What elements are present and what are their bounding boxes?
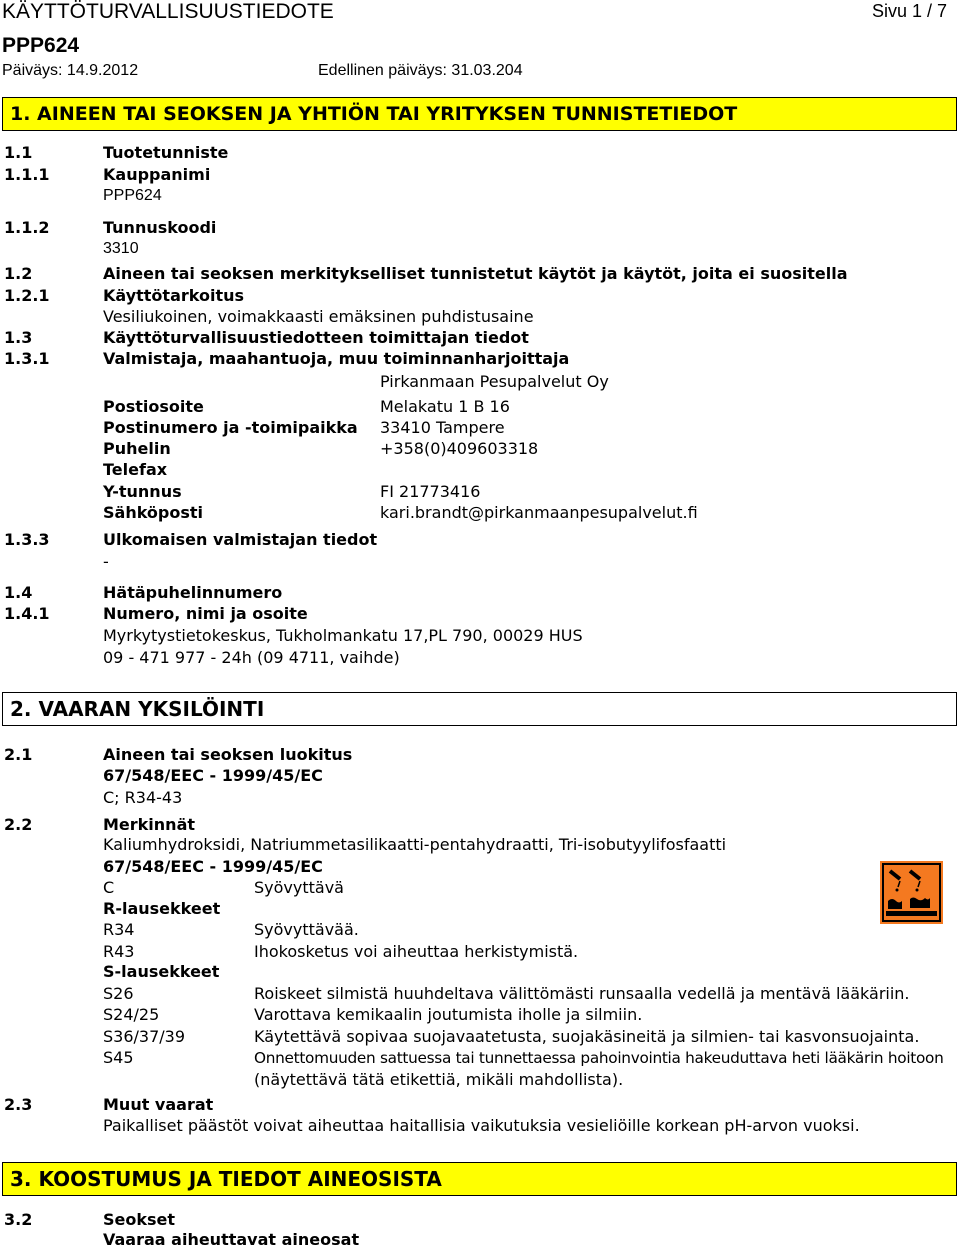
section-2-bar — [2, 692, 957, 726]
section-1-bar — [2, 97, 957, 131]
row-number: 1.2.1 — [4, 286, 50, 305]
section-1-title: 1. AINEEN TAI SEOKSEN JA YHTIÖN TAI YRITYKSEN TUNNISTETIEDOT — [10, 103, 738, 125]
directive: 67/548/EEC - 1999/45/EC — [103, 857, 323, 876]
row-number: 1.3.3 — [4, 530, 50, 549]
section-3-bar — [2, 1162, 957, 1196]
row-label: Kauppanimi — [103, 165, 211, 184]
row-number: 2.3 — [4, 1095, 33, 1114]
row-label: Seokset — [103, 1210, 176, 1229]
row-number: 2.1 — [4, 745, 33, 764]
contact-value: FI 21773416 — [380, 482, 481, 501]
s-phrase-code: S36/37/39 — [103, 1027, 186, 1046]
r-phrase-text: Syövyttävää. — [254, 920, 359, 939]
emergency-line-2: 09 - 471 977 - 24h (09 4711, vaihde) — [103, 648, 400, 667]
row-number: 3.2 — [4, 1210, 33, 1229]
row-label: Hätäpuhelinnumero — [103, 583, 283, 602]
corrosive-icon — [880, 861, 943, 924]
row-label: Käyttöturvallisuustiedotteen toimittajan tiedot — [103, 328, 529, 347]
row-number: 1.2 — [4, 264, 33, 283]
contact-label: Y-tunnus — [103, 482, 182, 501]
email-value: kari.brandt@pirkanmaanpesupalvelut.fi — [380, 503, 698, 522]
s-phrases-heading: S-lausekkeet — [103, 962, 220, 981]
contact-label: Puhelin — [103, 439, 171, 458]
row-label: Aineen tai seoksen merkitykselliset tunnistetut käytöt ja käytöt, joita ei suositella — [103, 264, 848, 283]
previous-date: Edellinen päiväys: 31.03.204 — [318, 62, 523, 79]
classification-value: C; R34-43 — [103, 788, 183, 807]
s-phrase-text-continued: (näytettävä tätä etikettiä, mikäli mahdollista). — [254, 1070, 624, 1089]
page-number: Sivu 1 / 7 — [872, 1, 948, 21]
row-label: Valmistaja, maahantuoja, muu toiminnanharjoittaja — [103, 349, 570, 368]
contact-value: Melakatu 1 B 16 — [380, 397, 510, 416]
row-label: Tuotetunniste — [103, 143, 229, 162]
use-value: Vesiliukoinen, voimakkaasti emäksinen puhdistusaine — [103, 307, 534, 326]
r-phrase-code: R34 — [103, 920, 135, 939]
s-phrase-code: S45 — [103, 1048, 134, 1067]
contact-label: Postiosoite — [103, 397, 204, 416]
row-number: 2.2 — [4, 815, 33, 834]
s-phrase-code: S26 — [103, 984, 134, 1003]
row-number: 1.3.1 — [4, 349, 50, 368]
emergency-line-1: Myrkytystietokeskus, Tukholmankatu 17,PL 790, 00029 HUS — [103, 626, 583, 645]
directive: 67/548/EEC - 1999/45/EC — [103, 766, 323, 785]
contact-label: Sähköposti — [103, 503, 204, 522]
symbol-code: C — [103, 878, 115, 897]
row-label: Käyttötarkoitus — [103, 286, 245, 305]
row-label: Ulkomaisen valmistajan tiedot — [103, 530, 378, 549]
contact-label: Telefax — [103, 460, 168, 479]
section-2-title: 2. VAARAN YKSILÖINTI — [10, 697, 265, 721]
subheading: Vaaraa aiheuttavat aineosat — [103, 1230, 360, 1249]
issue-date: Päiväys: 14.9.2012 — [2, 62, 139, 79]
other-hazards-value: Paikalliset päästöt voivat aiheuttaa haitallisia vaikutuksia vesieliöille korkean pH-arvon vuoksi. — [103, 1116, 860, 1135]
row-label: Merkinnät — [103, 815, 196, 834]
contact-label: Postinumero ja -toimipaikka — [103, 418, 358, 437]
row-number: 1.1.1 — [4, 165, 50, 184]
row-label: Muut vaarat — [103, 1095, 214, 1114]
s-phrase-text: Roiskeet silmistä huuhdeltava välittömästi runsaalla vedellä ja mentävä lääkäriin. — [254, 984, 910, 1003]
r-phrase-code: R43 — [103, 942, 135, 961]
row-number: 1.4 — [4, 583, 33, 602]
company-name: Pirkanmaan Pesupalvelut Oy — [380, 372, 609, 391]
s-phrase-text: Käytettävä sopivaa suojavaatetusta, suojakäsineitä ja silmien- tai kasvonsuojainta. — [254, 1027, 920, 1046]
row-number: 1.1 — [4, 143, 33, 162]
r-phrase-text: Ihokosketus voi aiheuttaa herkistymistä. — [254, 942, 579, 961]
contact-value: 33410 Tampere — [380, 418, 505, 437]
document-title: KÄYTTÖTURVALLISUUSTIEDOTE — [2, 0, 334, 23]
row-number: 1.4.1 — [4, 604, 50, 623]
row-label: Tunnuskoodi — [103, 218, 217, 237]
product-code: PPP624 — [2, 34, 80, 57]
row-number: 1.3 — [4, 328, 33, 347]
code-value: 3310 — [103, 240, 139, 257]
section-3-title: 3. KOOSTUMUS JA TIEDOT AINEOSISTA — [10, 1167, 442, 1191]
row-label: Numero, nimi ja osoite — [103, 604, 308, 623]
trade-name-value: PPP624 — [103, 187, 162, 204]
s-phrase-code: S24/25 — [103, 1005, 160, 1024]
s-phrase-text: Onnettomuuden sattuessa tai tunnettaessa pahoinvointia hakeuduttava heti lääkärin hoitoon — [254, 1049, 944, 1067]
row-number: 1.1.2 — [4, 218, 50, 237]
symbol-name: Syövyttävä — [254, 878, 344, 897]
row-label: Aineen tai seoksen luokitus — [103, 745, 353, 764]
contact-value: +358(0)409603318 — [380, 439, 539, 458]
s-phrase-text: Varottava kemikaalin joutumista iholle ja silmiin. — [254, 1005, 643, 1024]
foreign-value: - — [103, 552, 109, 571]
ingredients: Kaliumhydroksidi, Natriummetasilikaatti-pentahydraatti, Tri-isobutyylifosfaatti — [103, 835, 727, 854]
r-phrases-heading: R-lausekkeet — [103, 899, 221, 918]
